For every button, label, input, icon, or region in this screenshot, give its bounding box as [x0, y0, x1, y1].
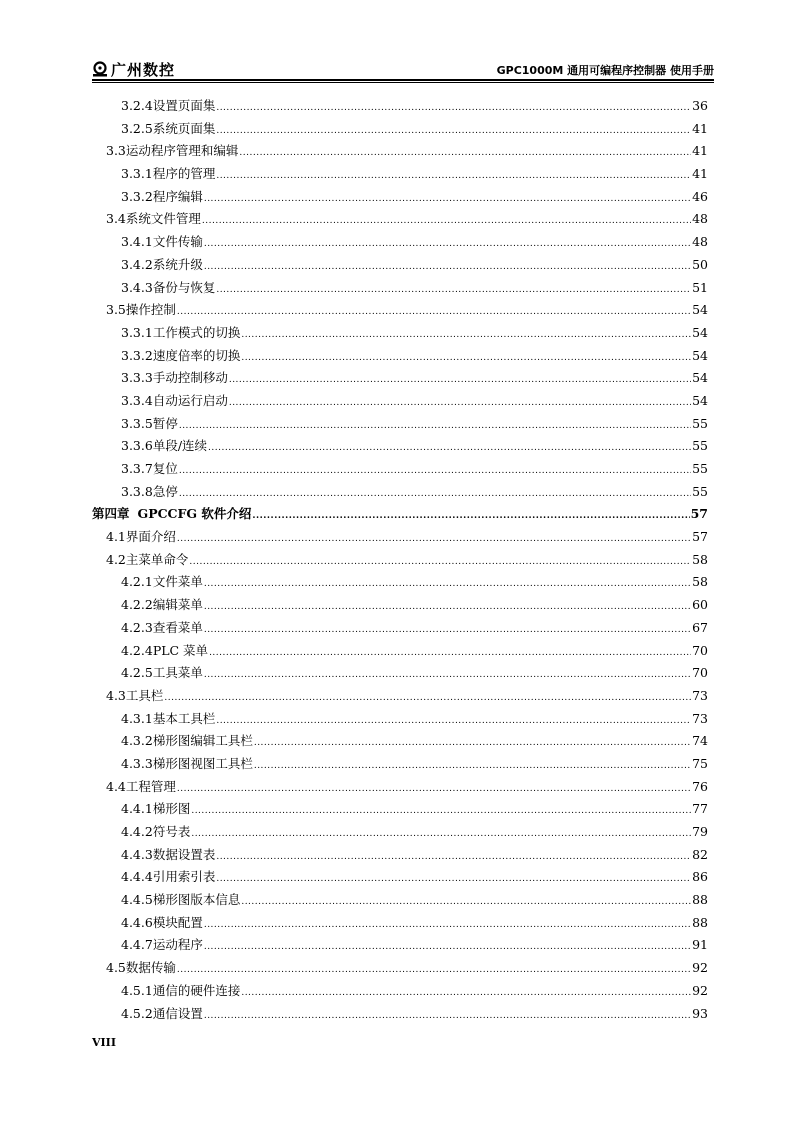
toc-entry[interactable]: [92, 164, 708, 187]
toc-entry-title: 界面介绍: [125, 529, 176, 545]
toc-entry-page: 86: [692, 869, 708, 885]
toc-entry-title: 梯形图版本信息: [152, 892, 241, 908]
toc-entry-page: 48: [692, 211, 708, 227]
toc-entry-number: 4.4.7: [121, 937, 153, 953]
toc-entry-number: 4.1: [106, 529, 126, 545]
gsk-logo-icon: [92, 61, 108, 77]
toc-entry[interactable]: [92, 278, 708, 301]
toc-entry-number: 4.4.4: [121, 869, 153, 885]
toc-dot-leader: [177, 535, 691, 544]
toc-entry[interactable]: [92, 958, 708, 981]
toc-entry-number: 第四章: [92, 506, 130, 522]
toc-entry-title: GPCCFG 软件介绍: [137, 506, 252, 522]
toc-entry[interactable]: [92, 504, 708, 527]
toc-entry-page: 88: [692, 914, 708, 930]
toc-entry-number: 3.3.6: [121, 438, 153, 454]
toc-entry-page: 57: [690, 506, 708, 522]
toc-entry-number: 3.3.1: [121, 324, 153, 340]
toc-entry-number: 4.2.5: [121, 665, 153, 681]
toc-entry-title: 系统文件管理: [125, 211, 201, 227]
toc-entry-title: 运动程序管理和编辑: [125, 143, 239, 159]
toc-entry-number: 4.5.1: [121, 982, 153, 998]
toc-entry-number: 3.3.5: [121, 415, 153, 431]
toc-dot-leader: [216, 127, 691, 136]
toc-entry-title: 主菜单命令: [125, 551, 189, 567]
toc-entry-page: 67: [692, 619, 708, 635]
toc-entry-title: 梯形图视图工具栏: [152, 755, 253, 771]
document-title: GPC1000M 通用可编程序控制器 使用手册: [496, 64, 714, 77]
toc-entry[interactable]: [92, 890, 708, 913]
toc-entry[interactable]: [92, 618, 708, 641]
toc-entry-number: 4.2.2: [121, 597, 153, 613]
toc-entry[interactable]: [92, 777, 708, 800]
logo-text: 广州数控: [111, 60, 176, 79]
table-of-contents: [92, 96, 708, 1026]
toc-entry-title: 备份与恢复: [152, 279, 216, 295]
toc-entry-number: 3.5: [106, 302, 126, 318]
toc-entry-title: 速度倍率的切换: [152, 347, 241, 363]
toc-entry-page: 50: [692, 256, 708, 272]
toc-entry-page: 70: [692, 665, 708, 681]
toc-entry[interactable]: [92, 641, 708, 664]
toc-dot-leader: [191, 830, 691, 839]
toc-entry-title: 系统页面集: [152, 120, 216, 136]
toc-entry-number: 3.4: [106, 211, 126, 227]
toc-entry-page: 82: [692, 846, 708, 862]
toc-dot-leader: [216, 875, 691, 884]
toc-entry[interactable]: [92, 1004, 708, 1027]
toc-entry-page: 54: [692, 392, 708, 408]
toc-entry-page: 41: [692, 166, 708, 182]
toc-dot-leader: [204, 943, 691, 952]
toc-entry-title: 工程管理: [125, 778, 176, 794]
toc-entry-number: 3.4.3: [121, 279, 153, 295]
toc-entry-page: 41: [692, 143, 708, 159]
toc-entry-page: 54: [692, 347, 708, 363]
toc-entry-page: 74: [692, 733, 708, 749]
toc-entry-title: 模块配置: [152, 914, 203, 930]
toc-entry-page: 70: [692, 642, 708, 658]
toc-entry-title: 编辑菜单: [152, 597, 203, 613]
toc-entry-title: 设置页面集: [152, 98, 216, 113]
toc-entry-title: 梯形图编辑工具栏: [152, 733, 253, 749]
toc-dot-leader: [179, 467, 691, 476]
toc-dot-leader: [204, 263, 691, 272]
toc-entry-page: 77: [692, 801, 708, 817]
toc-entry-title: 手动控制移动: [152, 370, 228, 386]
toc-entry-page: 54: [692, 370, 708, 386]
toc-entry[interactable]: [92, 96, 708, 119]
toc-entry-number: 4.4.2: [121, 824, 153, 839]
toc-entry-number: 3.3.8: [121, 483, 153, 499]
toc-entry[interactable]: [92, 550, 708, 573]
toc-dot-leader: [164, 694, 691, 703]
page-header: [92, 56, 714, 82]
toc-entry-page: 75: [692, 755, 708, 771]
toc-entry-number: 4.2: [106, 551, 126, 567]
toc-entry[interactable]: [92, 482, 708, 505]
toc-dot-leader: [189, 558, 691, 567]
toc-entry[interactable]: [92, 368, 708, 391]
toc-entry-number: 3.3.2: [121, 347, 153, 363]
toc-entry[interactable]: [92, 799, 708, 822]
toc-entry[interactable]: [92, 663, 708, 686]
toc-entry-number: 4.4.1: [121, 801, 153, 817]
toc-entry-page: 51: [692, 279, 708, 295]
toc-entry-number: 4.2.4: [121, 642, 153, 658]
toc-dot-leader: [204, 921, 691, 930]
toc-entry-title: 工作模式的切换: [152, 324, 241, 340]
toc-entry[interactable]: [92, 867, 708, 890]
toc-dot-leader: [204, 1012, 691, 1021]
toc-entry-title: 数据传输: [125, 960, 176, 976]
toc-entry-page: 36: [692, 98, 708, 113]
toc-entry-title: 自动运行启动: [152, 392, 228, 408]
toc-dot-leader: [204, 626, 691, 635]
toc-entry[interactable]: [92, 731, 708, 754]
toc-entry-number: 4.4.6: [121, 914, 153, 930]
toc-entry-title: 文件菜单: [152, 574, 203, 590]
toc-entry-page: 46: [692, 188, 708, 204]
toc-dot-leader: [204, 580, 691, 589]
toc-dot-leader: [204, 603, 691, 612]
toc-entry-title: 文件传输: [152, 234, 203, 250]
toc-entry[interactable]: [92, 323, 708, 346]
toc-entry-number: 3.4.2: [121, 256, 153, 272]
toc-entry-number: 4.2.3: [121, 619, 153, 635]
toc-entry[interactable]: [92, 436, 708, 459]
toc-entry-number: 3.2.5: [121, 120, 153, 136]
toc-entry-number: 4.4: [106, 778, 126, 794]
toc-entry[interactable]: [92, 527, 708, 550]
toc-entry-page: 79: [692, 824, 708, 839]
toc-entry-title: 通信设置: [152, 1005, 203, 1021]
toc-entry-title: 梯形图: [152, 801, 191, 817]
toc-entry-number: 3.3.3: [121, 370, 153, 386]
toc-entry-title: PLC 菜单: [152, 642, 209, 658]
toc-entry-title: 工具栏: [125, 687, 164, 703]
toc-dot-leader: [202, 217, 691, 226]
toc-entry[interactable]: [92, 119, 708, 142]
toc-entry-page: 73: [692, 687, 708, 703]
toc-entry-number: 4.3.2: [121, 733, 153, 749]
toc-entry-title: 数据设置表: [152, 846, 216, 862]
toc-entry-page: 54: [692, 302, 708, 318]
toc-entry-page: 92: [692, 982, 708, 998]
toc-entry-page: 55: [692, 438, 708, 454]
toc-dot-leader: [177, 308, 691, 317]
page-number: VIII: [92, 1036, 116, 1049]
toc-entry[interactable]: [92, 981, 708, 1004]
toc-dot-leader: [204, 195, 691, 204]
toc-entry-page: 58: [692, 551, 708, 567]
toc-entry[interactable]: [92, 913, 708, 936]
toc-dot-leader: [177, 785, 691, 794]
header-rule: [92, 79, 714, 83]
toc-dot-leader: [209, 649, 691, 658]
toc-entry[interactable]: [92, 232, 708, 255]
toc-dot-leader: [241, 354, 691, 363]
toc-dot-leader: [177, 966, 691, 975]
toc-entry-title: 基本工具栏: [152, 710, 216, 726]
toc-dot-leader: [191, 807, 691, 816]
toc-entry-page: 54: [692, 324, 708, 340]
toc-entry[interactable]: [92, 300, 708, 323]
toc-dot-leader: [229, 376, 691, 385]
toc-entry-page: 57: [692, 529, 708, 545]
toc-entry-title: 运动程序: [152, 937, 203, 953]
toc-entry[interactable]: [92, 459, 708, 482]
toc-entry-title: 复位: [152, 461, 178, 476]
toc-entry-page: 41: [692, 120, 708, 136]
toc-entry-page: 55: [692, 461, 708, 476]
toc-entry-title: 查看菜单: [152, 619, 203, 635]
toc-entry[interactable]: [92, 709, 708, 732]
toc-entry[interactable]: [92, 935, 708, 958]
toc-entry-number: 4.5: [106, 960, 126, 976]
toc-dot-leader: [216, 717, 691, 726]
toc-dot-leader: [241, 989, 691, 998]
toc-entry[interactable]: [92, 414, 708, 437]
toc-entry-page: 55: [692, 415, 708, 431]
toc-entry-title: 暂停: [152, 415, 178, 431]
toc-entry[interactable]: [92, 255, 708, 278]
toc-entry[interactable]: [92, 595, 708, 618]
toc-entry[interactable]: [92, 141, 708, 164]
toc-entry-page: 88: [692, 892, 708, 908]
toc-entry-number: 3.3.7: [121, 461, 153, 476]
toc-entry-number: 3.3.1: [121, 166, 153, 182]
toc-entry-title: 程序编辑: [152, 188, 203, 204]
toc-entry-number: 4.4.3: [121, 846, 153, 862]
toc-entry-title: 引用索引表: [152, 869, 216, 885]
toc-entry-title: 单段/连续: [152, 438, 208, 454]
toc-dot-leader: [216, 853, 691, 862]
toc-dot-leader: [241, 331, 691, 340]
toc-entry[interactable]: [92, 822, 708, 845]
toc-entry-number: 4.3.3: [121, 755, 153, 771]
toc-entry[interactable]: [92, 187, 708, 210]
toc-entry-number: 4.4.5: [121, 892, 153, 908]
toc-entry-page: 55: [692, 483, 708, 499]
toc-entry-title: 程序的管理: [152, 166, 216, 182]
toc-entry[interactable]: [92, 845, 708, 868]
toc-entry-title: 操作控制: [125, 302, 176, 318]
toc-dot-leader: [239, 149, 691, 158]
toc-dot-leader: [254, 762, 691, 771]
toc-entry-number: 3.3: [106, 143, 126, 159]
toc-entry-page: 92: [692, 960, 708, 976]
company-logo: [92, 60, 175, 78]
toc-entry-page: 58: [692, 574, 708, 590]
toc-dot-leader: [204, 240, 691, 249]
toc-dot-leader: [216, 286, 691, 295]
toc-dot-leader: [252, 512, 689, 521]
toc-entry-title: 通信的硬件连接: [152, 982, 241, 998]
toc-dot-leader: [208, 444, 691, 453]
toc-entry-number: 4.2.1: [121, 574, 153, 590]
toc-dot-leader: [216, 172, 691, 181]
toc-entry-title: 符号表: [152, 824, 191, 839]
toc-entry-title: 系统升级: [152, 256, 203, 272]
toc-entry-number: 3.4.1: [121, 234, 153, 250]
toc-entry-number: 3.2.4: [121, 98, 153, 113]
toc-entry[interactable]: [92, 346, 708, 369]
toc-entry[interactable]: [92, 572, 708, 595]
toc-dot-leader: [216, 104, 691, 113]
toc-entry-number: 4.5.2: [121, 1005, 153, 1021]
toc-dot-leader: [241, 898, 691, 907]
toc-entry-title: 工具菜单: [152, 665, 203, 681]
toc-entry-number: 3.3.2: [121, 188, 153, 204]
toc-entry-number: 4.3: [106, 687, 126, 703]
toc-entry-page: 93: [692, 1005, 708, 1021]
toc-entry-title: 急停: [152, 483, 178, 499]
toc-entry[interactable]: [92, 209, 708, 232]
toc-entry[interactable]: [92, 686, 708, 709]
toc-entry-page: 60: [692, 597, 708, 613]
toc-entry[interactable]: [92, 754, 708, 777]
toc-dot-leader: [179, 422, 691, 431]
toc-entry-page: 76: [692, 778, 708, 794]
toc-entry-page: 91: [692, 937, 708, 953]
toc-entry-page: 48: [692, 234, 708, 250]
toc-dot-leader: [204, 671, 691, 680]
toc-entry[interactable]: [92, 391, 708, 414]
toc-dot-leader: [229, 399, 691, 408]
toc-entry-page: 73: [692, 710, 708, 726]
toc-entry-number: 4.3.1: [121, 710, 153, 726]
toc-dot-leader: [254, 739, 691, 748]
toc-dot-leader: [179, 490, 691, 499]
toc-entry-number: 3.3.4: [121, 392, 153, 408]
